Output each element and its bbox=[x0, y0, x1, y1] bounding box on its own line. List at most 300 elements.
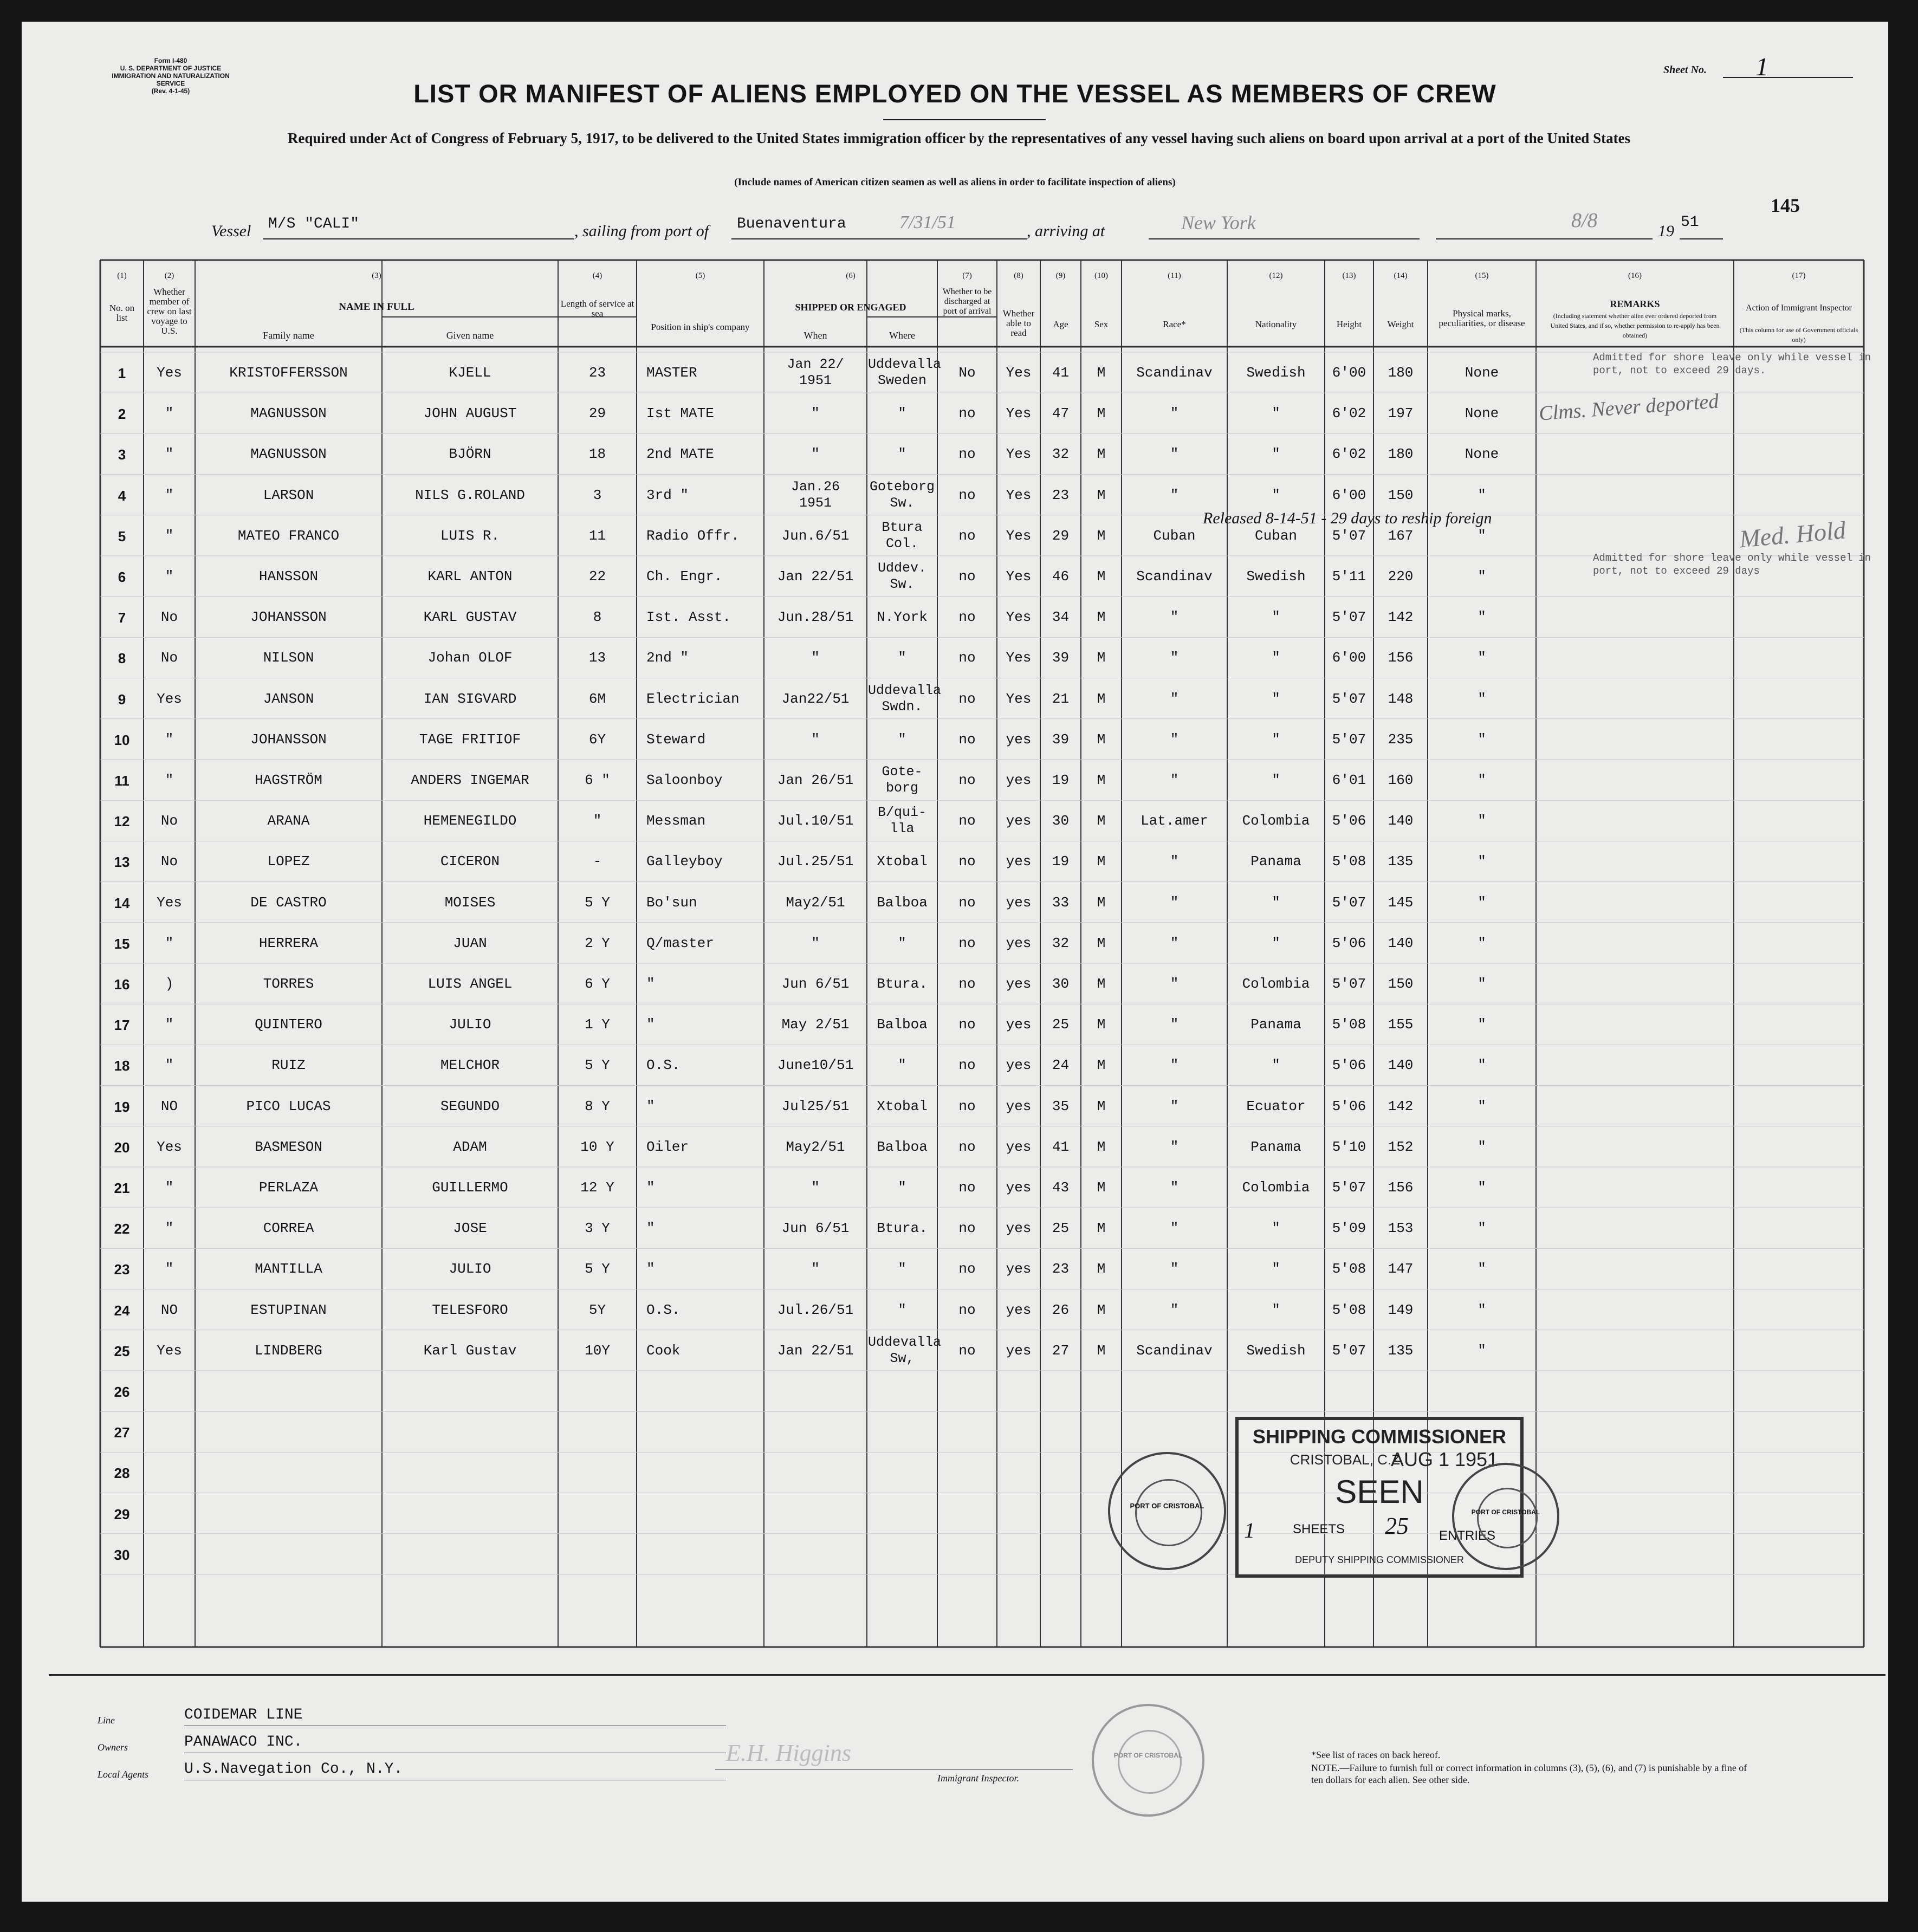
column-number: (6) bbox=[846, 271, 856, 280]
cell-nat: Panama bbox=[1250, 1016, 1301, 1033]
cell-when: June10/51 bbox=[777, 1057, 854, 1074]
inspector-action-row-4: Med. Hold bbox=[1738, 516, 1847, 553]
cell-family: HANSSON bbox=[258, 568, 319, 585]
cell-sex: M bbox=[1097, 568, 1106, 585]
stamp-entries-label: ENTRIES bbox=[1439, 1528, 1496, 1543]
cell-given: GUILLERMO bbox=[432, 1179, 508, 1196]
cell-age: 46 bbox=[1052, 568, 1070, 585]
header-family-name: Family name bbox=[263, 330, 314, 341]
cell-last: Yes bbox=[157, 1342, 182, 1359]
cell-position: Bo'sun bbox=[646, 894, 697, 911]
cell-service: 6M bbox=[588, 690, 606, 707]
cell-weight: 140 bbox=[1388, 935, 1414, 951]
cell-given: JOSE bbox=[453, 1220, 487, 1237]
cell-height: 6'01 bbox=[1332, 772, 1366, 788]
cell-given: KARL ANTON bbox=[427, 568, 513, 585]
cell-service: 5Y bbox=[588, 1301, 606, 1318]
cell-last: Yes bbox=[157, 1138, 182, 1155]
line-value: COIDEMAR LINE bbox=[184, 1707, 303, 1723]
header-physical-marks: Physical marks, peculiarities, or disease bbox=[1438, 308, 1525, 328]
cell-weight: 156 bbox=[1388, 650, 1414, 666]
cell-position: Saloonboy bbox=[646, 772, 723, 788]
document-title: LIST OR MANIFEST OF ALIENS EMPLOYED ON THE VESSEL AS MEMBERS OF CREW bbox=[413, 79, 1496, 108]
cell-race: Cuban bbox=[1153, 527, 1196, 544]
vessel-label: Vessel bbox=[211, 222, 251, 240]
cell-service: 11 bbox=[588, 527, 606, 544]
cell-nat: Panama bbox=[1250, 1138, 1301, 1155]
cell-age: 27 bbox=[1052, 1342, 1070, 1359]
cell-height: 6'02 bbox=[1332, 405, 1366, 422]
cell-marks: " bbox=[1478, 609, 1486, 626]
cell-given: KJELL bbox=[449, 365, 491, 381]
cell-age: 29 bbox=[1052, 527, 1070, 544]
cell-read: yes bbox=[1006, 1220, 1032, 1237]
cell-disch: no bbox=[958, 731, 976, 748]
remark-row-4-released: Released 8-14-51 - 29 days to reship foreign bbox=[1203, 509, 1492, 527]
port-seal-right: PORT OF CRISTOBAL bbox=[1452, 1463, 1559, 1570]
cell-service: 5 Y bbox=[585, 1057, 610, 1074]
cell-position: O.S. bbox=[646, 1057, 681, 1074]
cell-when: Jul.26/51 bbox=[777, 1301, 854, 1318]
cell-age: 26 bbox=[1052, 1301, 1070, 1318]
races-note: *See list of races on back hereof. bbox=[1311, 1749, 1441, 1760]
cell-last: No bbox=[160, 609, 178, 626]
header-given-name: Given name bbox=[446, 330, 494, 341]
row-number: 25 bbox=[114, 1343, 130, 1359]
header-weight: Weight bbox=[1387, 319, 1414, 329]
header-race: Race* bbox=[1163, 319, 1186, 329]
cell-disch: no bbox=[958, 487, 976, 503]
cell-age: 47 bbox=[1052, 405, 1070, 422]
cell-marks: None bbox=[1465, 405, 1499, 422]
cell-service: " bbox=[593, 813, 602, 829]
cell-last: " bbox=[165, 1179, 174, 1196]
row-number: 22 bbox=[114, 1221, 130, 1237]
act-statement: Required under Act of Congress of February 5, 1917, to be delivered to the United States immigration officer by the representatives of any vessel having such aliens on board upon arrival at a port of the United States bbox=[287, 130, 1631, 146]
cell-disch: no bbox=[958, 650, 976, 666]
cell-family: LOPEZ bbox=[267, 853, 310, 870]
row-number: 27 bbox=[114, 1424, 130, 1441]
cell-service: 29 bbox=[588, 405, 606, 422]
cell-when: May2/51 bbox=[786, 894, 845, 911]
row-number: 21 bbox=[114, 1180, 130, 1196]
cell-height: 6'00 bbox=[1332, 365, 1366, 381]
cell-race: " bbox=[1170, 1098, 1179, 1114]
cell-where: " bbox=[898, 650, 906, 666]
cell-last: " bbox=[165, 487, 174, 503]
cell-family: KRISTOFFERSSON bbox=[229, 365, 348, 381]
cell-position: " bbox=[646, 1179, 655, 1196]
cell-disch: no bbox=[958, 1016, 976, 1033]
column-number: (8) bbox=[1014, 271, 1023, 280]
cell-service: - bbox=[593, 853, 602, 870]
cell-weight: 152 bbox=[1388, 1138, 1414, 1155]
cell-nat: " bbox=[1272, 609, 1280, 626]
cell-weight: 135 bbox=[1388, 1342, 1414, 1359]
cell-sex: M bbox=[1097, 1016, 1106, 1033]
header-discharged: Whether to be discharged at port of arrival bbox=[942, 287, 992, 316]
cell-when: " bbox=[811, 405, 820, 422]
cell-sex: M bbox=[1097, 1220, 1106, 1237]
column-number: (9) bbox=[1055, 271, 1066, 280]
agents-label: Local Agents bbox=[98, 1769, 149, 1780]
cell-nat: " bbox=[1272, 446, 1280, 463]
cell-family: DE CASTRO bbox=[250, 894, 327, 911]
page-number: 145 bbox=[1771, 195, 1800, 216]
cell-last: " bbox=[165, 772, 174, 788]
cell-age: 24 bbox=[1052, 1057, 1070, 1074]
row-number: 1 bbox=[118, 365, 126, 381]
cell-disch: no bbox=[958, 1179, 976, 1196]
row-number: 5 bbox=[118, 528, 126, 544]
cell-age: 21 bbox=[1052, 690, 1070, 707]
row-number: 4 bbox=[118, 487, 126, 504]
column-number: (5) bbox=[695, 271, 705, 280]
owners-label: Owners bbox=[98, 1742, 128, 1753]
cell-when: " bbox=[811, 446, 820, 463]
cell-when: Jan 26/51 bbox=[777, 772, 854, 788]
cell-when: May 2/51 bbox=[781, 1016, 850, 1033]
cell-position: Electrician bbox=[646, 690, 740, 707]
line-label: Line bbox=[98, 1715, 115, 1726]
cell-read: Yes bbox=[1006, 446, 1032, 463]
cell-read: yes bbox=[1006, 935, 1032, 951]
header-nationality: Nationality bbox=[1255, 319, 1297, 329]
cell-height: 5'09 bbox=[1332, 1220, 1366, 1237]
column-number: (1) bbox=[117, 271, 127, 280]
header-height: Height bbox=[1336, 319, 1362, 329]
cell-age: 41 bbox=[1052, 365, 1070, 381]
cell-last: ) bbox=[165, 976, 174, 992]
cell-weight: 148 bbox=[1388, 690, 1414, 707]
cell-service: 5 Y bbox=[585, 1261, 610, 1278]
cell-last: " bbox=[165, 527, 174, 544]
arrival-date-handwritten: 8/8 bbox=[1571, 209, 1598, 232]
cell-where: Balboa bbox=[877, 894, 928, 911]
cell-read: yes bbox=[1006, 1179, 1032, 1196]
cell-marks: " bbox=[1478, 1342, 1486, 1359]
cell-where: Btura. bbox=[877, 976, 928, 992]
cell-disch: no bbox=[958, 772, 976, 788]
owners-value: PANAWACO INC. bbox=[184, 1734, 303, 1751]
cell-read: Yes bbox=[1006, 568, 1032, 585]
cell-sex: M bbox=[1097, 487, 1106, 503]
row-number: 7 bbox=[118, 610, 126, 626]
cell-last: NO bbox=[160, 1301, 178, 1318]
cell-race: " bbox=[1170, 446, 1179, 463]
cell-marks: " bbox=[1478, 1301, 1486, 1318]
cell-service: 8 Y bbox=[585, 1098, 610, 1114]
column-number: (4) bbox=[592, 271, 602, 280]
cell-weight: 150 bbox=[1388, 487, 1414, 503]
cell-weight: 147 bbox=[1388, 1261, 1414, 1278]
cell-height: 5'06 bbox=[1332, 1057, 1366, 1074]
cell-disch: no bbox=[958, 1138, 976, 1155]
cell-weight: 153 bbox=[1388, 1220, 1414, 1237]
cell-position: 2nd MATE bbox=[646, 446, 714, 463]
cell-last: " bbox=[165, 405, 174, 422]
cell-family: MANTILLA bbox=[255, 1261, 322, 1278]
header-where: Where bbox=[889, 330, 915, 341]
cell-position: " bbox=[646, 976, 655, 992]
cell-when: " bbox=[811, 650, 820, 666]
cell-family: CORREA bbox=[263, 1220, 314, 1237]
cell-given: KARL GUSTAV bbox=[423, 609, 517, 626]
cell-given: Johan OLOF bbox=[427, 650, 513, 666]
header-when: When bbox=[804, 330, 827, 341]
cell-where: B/qui- lla bbox=[877, 805, 926, 837]
header-remarks: REMARKS bbox=[1610, 299, 1660, 309]
cell-nat: Swedish bbox=[1246, 568, 1306, 585]
footer-rule bbox=[49, 1674, 1885, 1676]
column-number: (11) bbox=[1168, 271, 1181, 280]
cell-last: Yes bbox=[157, 690, 182, 707]
cell-when: Jan.26 1951 bbox=[790, 478, 840, 511]
cell-last: No bbox=[160, 650, 178, 666]
cell-where: Uddevalla Sw, bbox=[868, 1334, 942, 1366]
cell-service: 3 bbox=[593, 487, 602, 503]
cell-race: " bbox=[1170, 976, 1179, 992]
cell-marks: " bbox=[1478, 527, 1486, 544]
cell-height: 5'07 bbox=[1332, 1179, 1366, 1196]
cell-last: Yes bbox=[157, 894, 182, 911]
cell-marks: " bbox=[1478, 813, 1486, 829]
cell-given: JUAN bbox=[453, 935, 487, 951]
cell-age: 32 bbox=[1052, 446, 1070, 463]
cell-weight: 142 bbox=[1388, 609, 1414, 626]
inspector-signature: E.H. Higgins bbox=[726, 1740, 851, 1766]
cell-disch: no bbox=[958, 1057, 976, 1074]
cell-height: 5'07 bbox=[1332, 1342, 1366, 1359]
cell-race: " bbox=[1170, 487, 1179, 503]
cell-nat: " bbox=[1272, 690, 1280, 707]
row-number: 24 bbox=[114, 1302, 130, 1319]
row-number: 16 bbox=[114, 976, 130, 993]
cell-family: JANSON bbox=[263, 690, 314, 707]
stamp-sheets-value: 1 bbox=[1244, 1518, 1255, 1542]
cell-height: 6'00 bbox=[1332, 487, 1366, 503]
cell-service: 10Y bbox=[585, 1342, 610, 1359]
cell-marks: " bbox=[1478, 1220, 1486, 1237]
header-inspector-action: Action of Immigrant Inspector bbox=[1746, 303, 1852, 313]
cell-nat: " bbox=[1272, 405, 1280, 422]
cell-read: yes bbox=[1006, 1342, 1032, 1359]
cell-given: HEMENEGILDO bbox=[423, 813, 517, 829]
header-inspector-action-sub: (This column for use of Government officials only) bbox=[1739, 326, 1858, 343]
cell-family: LARSON bbox=[263, 487, 314, 503]
cell-last: " bbox=[165, 1261, 174, 1278]
cell-age: 39 bbox=[1052, 650, 1070, 666]
cell-when: Jun 6/51 bbox=[781, 1220, 850, 1237]
cell-read: yes bbox=[1006, 1016, 1032, 1033]
cell-where: " bbox=[898, 731, 906, 748]
cell-service: 2 Y bbox=[585, 935, 610, 951]
cell-where: Uddev. Sw. bbox=[877, 560, 926, 592]
column-number: (10) bbox=[1094, 271, 1108, 280]
cell-nat: " bbox=[1272, 1220, 1280, 1237]
cell-sex: M bbox=[1097, 731, 1106, 748]
cell-family: HERRERA bbox=[258, 935, 319, 951]
cell-sex: M bbox=[1097, 1098, 1106, 1114]
row-number: 11 bbox=[114, 773, 129, 789]
header-able-to-read: Whether able to read bbox=[1002, 308, 1035, 338]
cell-age: 41 bbox=[1052, 1138, 1070, 1155]
cell-position: O.S. bbox=[646, 1301, 681, 1318]
cell-marks: None bbox=[1465, 446, 1499, 463]
cell-weight: 197 bbox=[1388, 405, 1414, 422]
cell-age: 39 bbox=[1052, 731, 1070, 748]
row-number: 18 bbox=[114, 1058, 130, 1074]
cell-last: NO bbox=[160, 1098, 178, 1114]
cell-last: No bbox=[160, 853, 178, 870]
cell-weight: 140 bbox=[1388, 1057, 1414, 1074]
cell-service: 6Y bbox=[588, 731, 606, 748]
cell-race: " bbox=[1170, 853, 1179, 870]
cell-weight: 235 bbox=[1388, 731, 1414, 748]
cell-nat: " bbox=[1272, 1261, 1280, 1278]
cell-sex: M bbox=[1097, 365, 1106, 381]
header-sex: Sex bbox=[1094, 319, 1109, 329]
cell-given: NILS G.ROLAND bbox=[415, 487, 525, 503]
cell-read: yes bbox=[1006, 853, 1032, 870]
cell-read: yes bbox=[1006, 1098, 1032, 1114]
cell-family: QUINTERO bbox=[255, 1016, 322, 1033]
cell-last: " bbox=[165, 1057, 174, 1074]
cell-age: 33 bbox=[1052, 894, 1070, 911]
cell-where: Uddevalla Sweden bbox=[868, 356, 942, 388]
cell-position: Ist. Asst. bbox=[646, 609, 731, 626]
cell-age: 30 bbox=[1052, 976, 1070, 992]
row-number: 17 bbox=[114, 1017, 130, 1034]
cell-sex: M bbox=[1097, 894, 1106, 911]
sheet-number-value: 1 bbox=[1755, 53, 1768, 81]
cell-height: 6'00 bbox=[1332, 650, 1366, 666]
cell-disch: no bbox=[958, 405, 976, 422]
cell-age: 35 bbox=[1052, 1098, 1070, 1114]
cell-given: ANDERS INGEMAR bbox=[411, 772, 529, 788]
cell-race: " bbox=[1170, 935, 1179, 951]
cell-nat: " bbox=[1272, 894, 1280, 911]
cell-read: yes bbox=[1006, 813, 1032, 829]
cell-last: Yes bbox=[157, 365, 182, 381]
cell-last: " bbox=[165, 935, 174, 951]
cell-given: SEGUNDO bbox=[440, 1098, 500, 1114]
cell-position: Messman bbox=[646, 813, 706, 829]
inspector-label: Immigrant Inspector. bbox=[937, 1773, 1019, 1784]
cell-age: 25 bbox=[1052, 1220, 1070, 1237]
row-number: 9 bbox=[118, 691, 126, 708]
cell-disch: no bbox=[958, 446, 976, 463]
row-number: 6 bbox=[118, 569, 126, 585]
cell-weight: 135 bbox=[1388, 853, 1414, 870]
cell-service: 13 bbox=[588, 650, 606, 666]
cell-given: CICERON bbox=[440, 853, 500, 870]
cell-position: Q/master bbox=[646, 935, 714, 951]
cell-height: 5'11 bbox=[1332, 568, 1366, 585]
cell-race: Scandinav bbox=[1136, 365, 1213, 381]
cell-given: BJÖRN bbox=[449, 446, 491, 463]
row-number: 14 bbox=[114, 894, 130, 911]
cell-sex: M bbox=[1097, 853, 1106, 870]
cell-when: Jun.28/51 bbox=[777, 609, 854, 626]
cell-where: Btura Col. bbox=[882, 519, 923, 552]
cell-disch: no bbox=[958, 609, 976, 626]
cell-age: 19 bbox=[1052, 853, 1070, 870]
row-number: 8 bbox=[118, 650, 126, 667]
cell-given: LUIS R. bbox=[440, 527, 500, 544]
cell-marks: " bbox=[1478, 853, 1486, 870]
cell-given: IAN SIGVARD bbox=[423, 690, 517, 707]
cell-when: Jul25/51 bbox=[781, 1098, 850, 1114]
row-number: 19 bbox=[114, 1098, 130, 1115]
cell-position: Ist MATE bbox=[646, 405, 714, 422]
cell-where: Gote- borg bbox=[882, 764, 923, 796]
cell-race: " bbox=[1170, 1301, 1179, 1318]
column-number: (13) bbox=[1342, 271, 1356, 280]
cell-where: " bbox=[898, 1261, 906, 1278]
cell-height: 5'07 bbox=[1332, 976, 1366, 992]
cell-nat: Cuban bbox=[1254, 527, 1297, 544]
cell-disch: no bbox=[958, 690, 976, 707]
cell-weight: 155 bbox=[1388, 1016, 1414, 1033]
row-number: 29 bbox=[114, 1506, 130, 1522]
cell-read: yes bbox=[1006, 1057, 1032, 1074]
cell-height: 5'08 bbox=[1332, 1301, 1366, 1318]
cell-race: " bbox=[1170, 1179, 1179, 1196]
cell-where: Balboa bbox=[877, 1016, 928, 1033]
cell-sex: M bbox=[1097, 1179, 1106, 1196]
cell-when: Jul.10/51 bbox=[777, 813, 854, 829]
cell-marks: " bbox=[1478, 487, 1486, 503]
cell-sex: M bbox=[1097, 1057, 1106, 1074]
cell-age: 32 bbox=[1052, 935, 1070, 951]
cell-height: 5'07 bbox=[1332, 731, 1366, 748]
cell-height: 5'07 bbox=[1332, 527, 1366, 544]
cell-weight: 140 bbox=[1388, 813, 1414, 829]
cell-last: " bbox=[165, 731, 174, 748]
arriving-label: , arriving at bbox=[1027, 222, 1105, 240]
cell-weight: 220 bbox=[1388, 568, 1414, 585]
cell-when: " bbox=[811, 935, 820, 951]
cell-nat: Swedish bbox=[1246, 365, 1306, 381]
cell-service: 3 Y bbox=[585, 1220, 610, 1237]
include-note: (Include names of American citizen seamen as well as aliens in order to facilitate inspection of aliens) bbox=[734, 177, 1176, 188]
cell-position: " bbox=[646, 1220, 655, 1237]
cell-where: Xtobal bbox=[877, 1098, 928, 1114]
cell-nat: Colombia bbox=[1242, 1179, 1310, 1196]
cell-when: " bbox=[811, 1261, 820, 1278]
cell-disch: no bbox=[958, 976, 976, 992]
header-last-voyage: Whether member of crew on last voyage to U.S. bbox=[147, 287, 192, 336]
cell-nat: Colombia bbox=[1242, 813, 1310, 829]
cell-weight: 180 bbox=[1388, 365, 1414, 381]
row-number: 15 bbox=[114, 935, 130, 952]
row-number: 28 bbox=[114, 1465, 130, 1482]
header-position: Position in ship's company bbox=[651, 322, 750, 332]
cell-marks: " bbox=[1478, 1016, 1486, 1033]
cell-disch: no bbox=[958, 568, 976, 585]
cell-family: TORRES bbox=[263, 976, 314, 992]
cell-disch: no bbox=[958, 853, 976, 870]
cell-height: 5'08 bbox=[1332, 1261, 1366, 1278]
column-number: (7) bbox=[962, 271, 972, 280]
cell-height: 5'06 bbox=[1332, 813, 1366, 829]
cell-last: " bbox=[165, 1016, 174, 1033]
cell-nat: " bbox=[1272, 935, 1280, 951]
cell-sex: M bbox=[1097, 935, 1106, 951]
cell-sex: M bbox=[1097, 609, 1106, 626]
cell-given: TAGE FRITIOF bbox=[419, 731, 521, 748]
